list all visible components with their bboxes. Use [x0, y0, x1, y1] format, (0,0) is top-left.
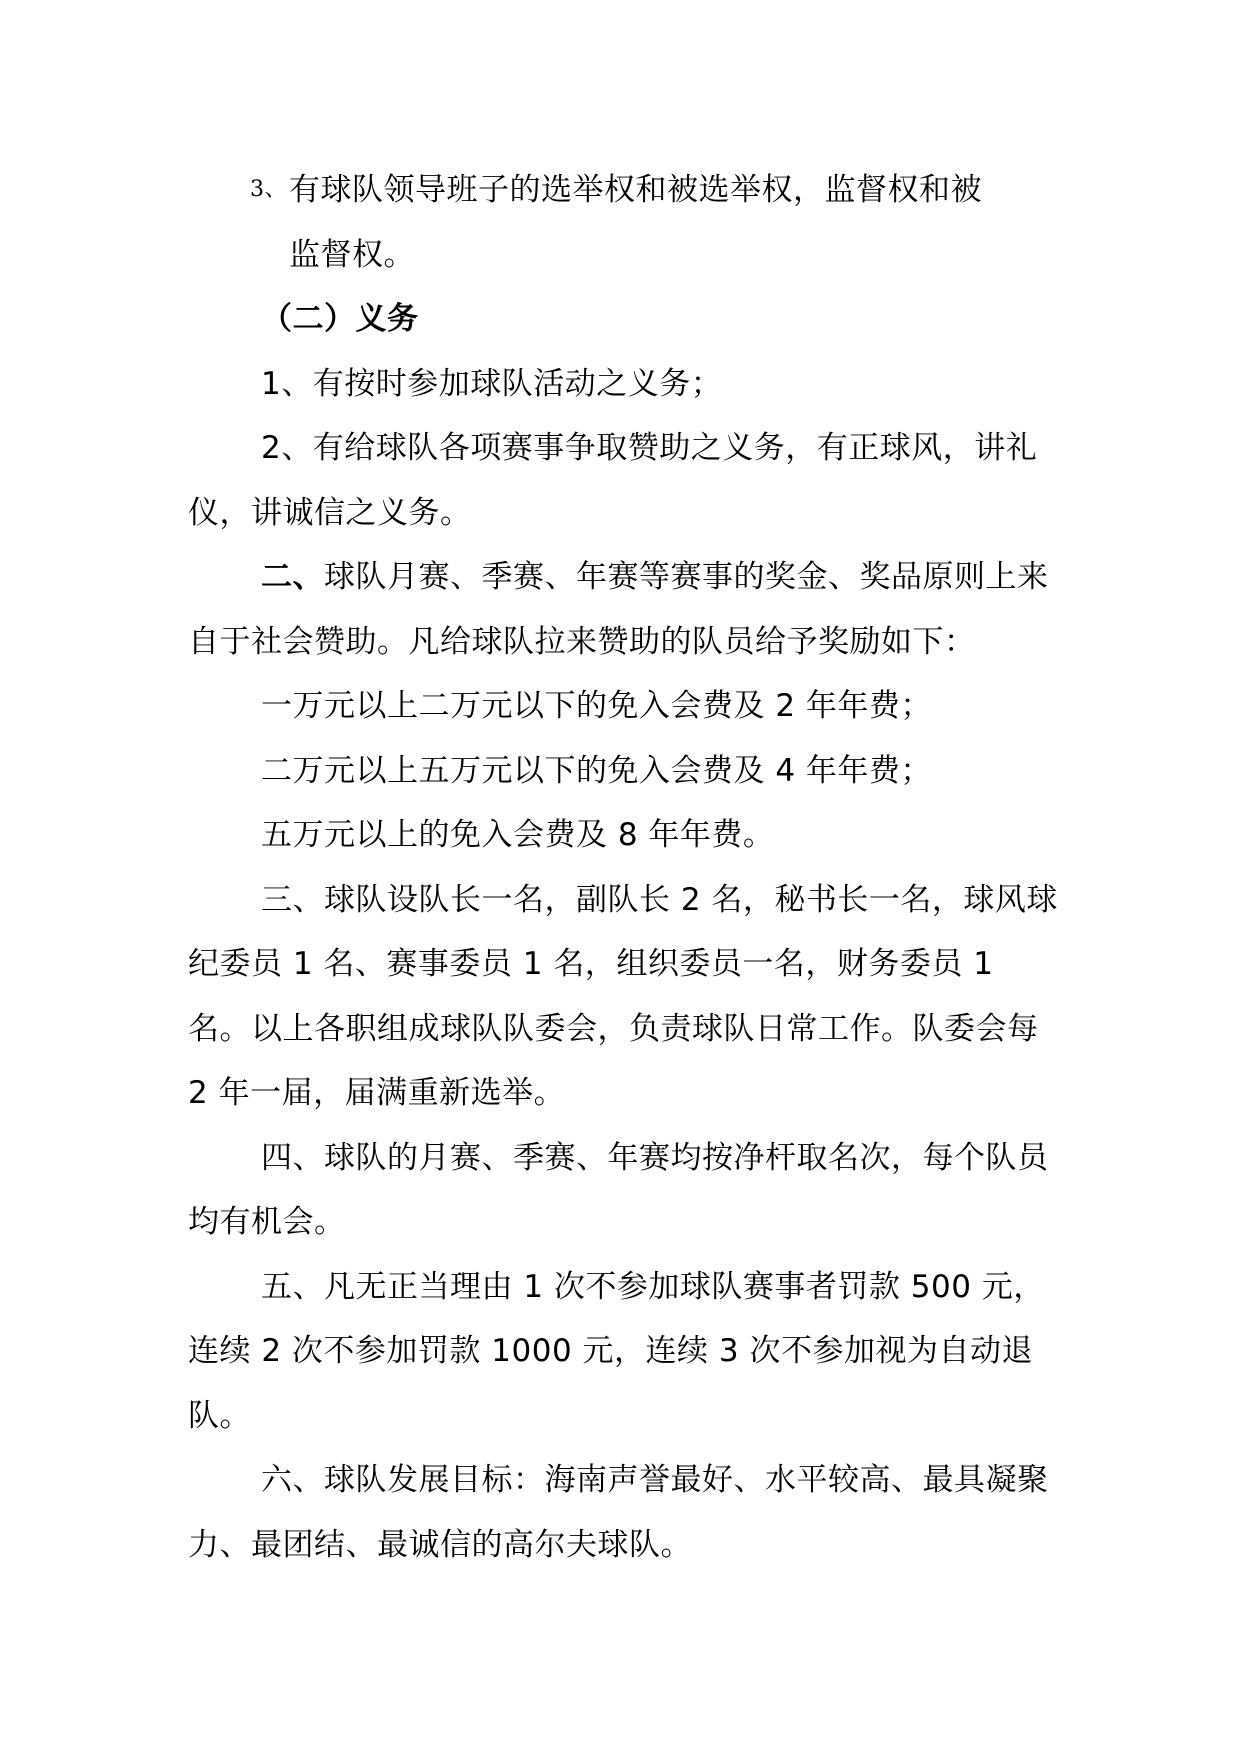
duty-item-2: 2、有给球队各项赛事争取赞助之义务，有正球风，讲礼仪，讲诚信之义务。 — [188, 430, 1038, 531]
prize-paragraph — [188, 545, 1058, 674]
goal-paragraph: 六、球队发展目标：海南声誉最好、水平较高、最具凝聚力、最团结、最诚信的高尔夫球队。 — [188, 1462, 1049, 1563]
reward-item-1: 一万元以上二万元以下的免入会费及 2 年年费； — [261, 688, 932, 724]
document-body — [188, 158, 1058, 1577]
item-3-line1: 有球队领导班子的选举权和被选举权，监督权和被 — [289, 172, 982, 208]
penalty-paragraph: 五、凡无正当理由 1 次不参加球队赛事者罚款 500 元，连续 2 次不参加罚款 1000 元，连续 3 次不参加视为自动退队。 — [188, 1268, 1045, 1434]
rights-item-3-continued: 监督权。 — [289, 236, 415, 273]
prize-section-text: 球队月赛、季赛、年赛等赛事的奖金、奖品原则上来自于社会赞助。凡给球队拉来赞助的队员给予奖励如下： — [188, 559, 1049, 660]
item-3-number: 3、 — [250, 177, 287, 202]
duties-heading: （二）义务 — [261, 301, 419, 337]
reward-item-2: 二万元以上五万元以下的免入会费及 4 年年费； — [261, 752, 932, 789]
reward-item-3: 五万元以上的免入会费及 8 年年费。 — [261, 817, 775, 853]
prize-section-label: 二、 — [261, 559, 324, 595]
rights-item-3 — [188, 158, 1058, 223]
duty-item-1: 1、有按时参加球队活动之义务； — [261, 365, 723, 402]
committee-paragraph: 三、球队设队长一名，副队长 2 名，秘书长一名，球风球纪委员 1 名、赛事委员 1 名，组织委员一名，财务委员 1 名。以上各职组成球队队委会，负责球队日常工作。队委会每 2 年一届，届满重新选举。 — [188, 881, 1058, 1111]
ranking-paragraph: 四、球队的月赛、季赛、年赛均按净杆取名次，每个队员均有机会。 — [188, 1139, 1049, 1240]
